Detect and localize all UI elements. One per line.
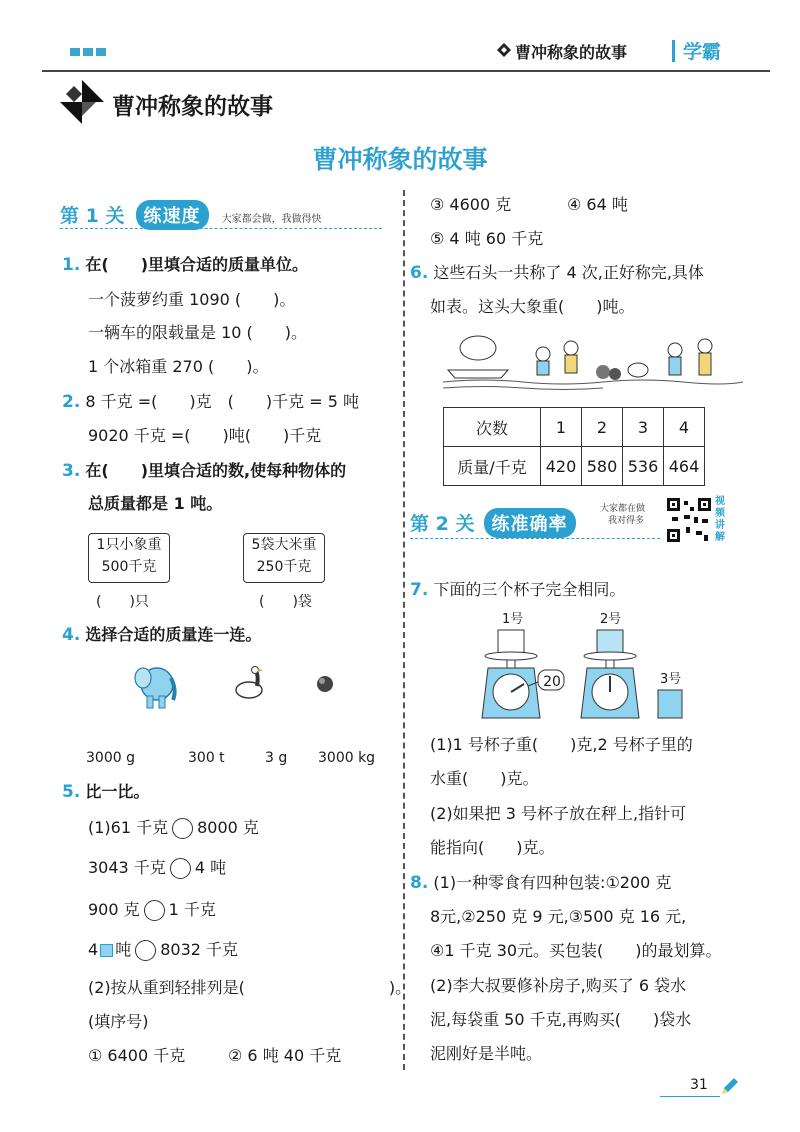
q5-option-1: ① 6400 千克 bbox=[88, 1046, 186, 1065]
q7-stem: 7. 下面的三个杯子完全相同。 bbox=[410, 580, 626, 600]
diamond-icon bbox=[497, 43, 511, 57]
q4-option-2: 300 t bbox=[188, 750, 225, 766]
q5-part2-note: (填序号) bbox=[88, 1012, 149, 1031]
q5-compare-1: (1)61 千克 8000 克 bbox=[88, 818, 259, 837]
q8-line6: 泥刚好是半吨。 bbox=[430, 1044, 543, 1063]
qr-code-icon[interactable] bbox=[666, 497, 712, 543]
q7-part1: (1)1 号杯子重( )克,2 号杯子里的 bbox=[430, 735, 693, 754]
q2-line1: 2. 8 千克 =( )克 ( )千克 = 5 吨 bbox=[62, 392, 359, 412]
elephant-icon bbox=[133, 660, 178, 710]
q8-line2: 8元,②250 克 9 元,③500 克 16 元, bbox=[430, 907, 687, 926]
q8-line4: (2)李大叔要修补房子,购买了 6 袋水 bbox=[430, 976, 687, 995]
q7-part2: (2)如果把 3 号杯子放在秤上,指针可 bbox=[430, 804, 687, 823]
table-row bbox=[444, 408, 705, 447]
q3-stem: 3. 在( )里填合适的数,使每种物体的 bbox=[62, 461, 347, 481]
page-number: 31 bbox=[690, 1077, 708, 1093]
q3-box-elephant: 1只小象重 500千克 bbox=[88, 533, 170, 583]
table-cell: 2 bbox=[582, 408, 623, 447]
table-cell: 580 bbox=[582, 447, 623, 486]
weighing-table bbox=[443, 407, 705, 486]
q5-option-3: ③ 4600 克 bbox=[430, 195, 512, 214]
q5-compare-4: 4 吨 8032 千克 bbox=[88, 940, 239, 959]
bead-icon bbox=[315, 674, 335, 694]
q7-part1b: 水重( )克。 bbox=[430, 769, 539, 788]
brand-logo: 学霸 bbox=[683, 41, 722, 63]
video-explain-label[interactable]: 视频讲解 bbox=[715, 496, 725, 543]
q5-option-4: ④ 64 吨 bbox=[567, 195, 628, 214]
table-cell: 4 bbox=[664, 408, 705, 447]
q5-compare-2: 3043 千克 4 吨 bbox=[88, 858, 227, 877]
q6-stem: 6. 这些石头一共称了 4 次,正好称完,具体 bbox=[410, 263, 704, 283]
cup2-label: 2号 bbox=[600, 612, 622, 627]
q4-stem: 4. 选择合适的质量连一连。 bbox=[62, 625, 262, 645]
q4-option-4: 3000 kg bbox=[318, 750, 376, 766]
q6-stem2: 如表。这头大象重( )吨。 bbox=[430, 297, 635, 316]
table-cell: 536 bbox=[623, 447, 664, 486]
table-header-cell: 次数 bbox=[444, 408, 541, 447]
q4-option-3: 3 g bbox=[265, 750, 288, 766]
q1-line2: 一辆车的限载量是 10 ( )。 bbox=[88, 323, 308, 342]
level2-label: 第 2 关 bbox=[410, 513, 475, 535]
header-mark bbox=[70, 48, 80, 56]
goose-icon bbox=[231, 666, 266, 700]
table-cell: 3 bbox=[623, 408, 664, 447]
level2-tagline: 大家都在做 我对得多 bbox=[600, 504, 646, 526]
page-title: 曹冲称象的故事 bbox=[312, 145, 488, 174]
header-separator bbox=[672, 40, 675, 62]
section-title: 曹冲称象的故事 bbox=[112, 94, 273, 120]
q4-option-1: 3000 g bbox=[86, 750, 135, 766]
q5-stem: 5. 比一比。 bbox=[62, 782, 150, 802]
level2-underline bbox=[410, 538, 660, 539]
level1-tagline: 大家都会做，我做得快 bbox=[221, 214, 322, 225]
level1-badge: 练速度 bbox=[136, 200, 209, 230]
page-number-rule bbox=[660, 1096, 720, 1097]
story-illustration bbox=[443, 330, 743, 392]
q3-answer1: ( )只 bbox=[96, 594, 149, 610]
pencil-icon bbox=[720, 1078, 738, 1096]
header-rule bbox=[42, 70, 770, 72]
q5-compare-3: 900 克 1 千克 bbox=[88, 900, 216, 919]
q1-line1: 一个菠萝约重 1090 ( )。 bbox=[88, 290, 296, 309]
table-header-cell: 质量/千克 bbox=[444, 447, 541, 486]
q8-line5: 泥,每袋重 50 千克,再购买( )袋水 bbox=[430, 1010, 692, 1029]
q1-line3: 1 个冰箱重 270 ( )。 bbox=[88, 357, 269, 376]
column-divider bbox=[403, 190, 405, 1070]
q8-line3: ④1 千克 30元。买包装( )的最划算。 bbox=[430, 941, 722, 960]
q2-line2: 9020 千克 =( )吨( )千克 bbox=[88, 426, 322, 445]
tangram-icon bbox=[60, 80, 104, 124]
q5-option-5: ⑤ 4 吨 60 千克 bbox=[430, 229, 544, 248]
header-mark bbox=[83, 48, 93, 56]
level1-banner bbox=[60, 200, 390, 230]
q3-box-rice: 5袋大米重 250千克 bbox=[243, 533, 325, 583]
table-cell: 464 bbox=[664, 447, 705, 486]
header-title: 曹冲称象的故事 bbox=[515, 43, 628, 62]
level2-badge: 练准确率 bbox=[484, 508, 576, 538]
q1-stem: 1. 在( )里填合适的质量单位。 bbox=[62, 255, 309, 275]
q3-stem2: 总质量都是 1 吨。 bbox=[88, 494, 223, 513]
table-row bbox=[444, 447, 705, 486]
table-cell: 420 bbox=[541, 447, 582, 486]
level1-underline bbox=[60, 228, 382, 229]
cup1-label: 1号 bbox=[502, 612, 524, 627]
q7-part2b: 能指向( )克。 bbox=[430, 838, 555, 857]
header-mark bbox=[96, 48, 106, 56]
q5-part2: (2)按从重到轻排列是( )。 bbox=[88, 978, 412, 997]
scales-illustration bbox=[470, 626, 700, 722]
q3-answer2: ( )袋 bbox=[259, 594, 312, 610]
q5-option-2: ② 6 吨 40 千克 bbox=[228, 1046, 342, 1065]
level1-label: 第 1 关 bbox=[60, 205, 125, 227]
q8-line1: 8. (1)一种零食有四种包装:①200 克 bbox=[410, 873, 672, 893]
table-cell: 1 bbox=[541, 408, 582, 447]
scale-reading: 20 bbox=[543, 674, 561, 690]
cup3-label: 3号 bbox=[660, 672, 682, 687]
